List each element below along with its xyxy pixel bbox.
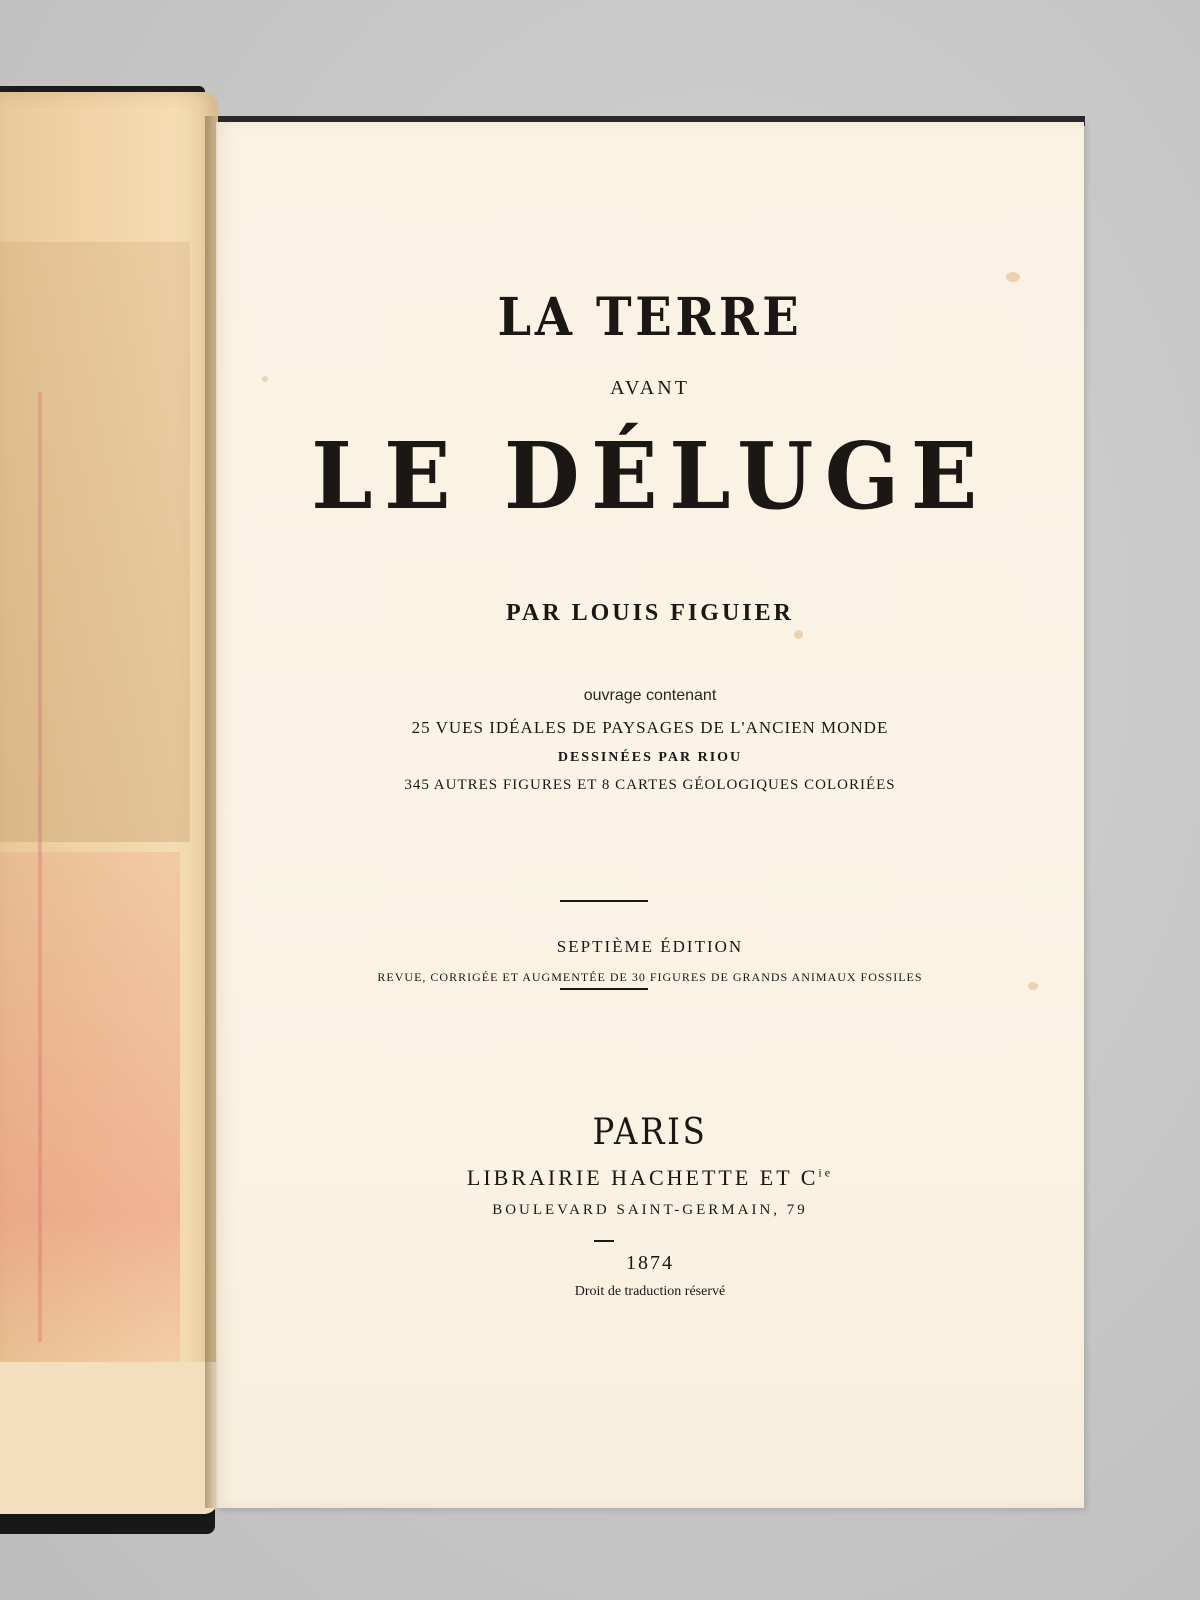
- author-line: PAR LOUIS FIGUIER: [506, 600, 794, 626]
- foxing-spot: [794, 630, 803, 639]
- imprint-year: 1874: [626, 1252, 674, 1274]
- imprint-publisher: [216, 1165, 1084, 1191]
- rule-short: [594, 1240, 614, 1242]
- rights-notice: Droit de traduction réservé: [574, 1284, 726, 1299]
- contents-line-1: 25 VUES IDÉALES DE PAYSAGES DE L'ANCIEN MONDE: [411, 718, 889, 737]
- gutter-shadow: [205, 116, 219, 1508]
- publisher-name: LIBRAIRIE HACHETTE ET C: [466, 1165, 819, 1190]
- imprint-address: BOULEVARD SAINT-GERMAIN, 79: [492, 1202, 808, 1218]
- title-page: [216, 122, 1084, 1508]
- edition-line: SEPTIÈME ÉDITION: [556, 937, 744, 956]
- tissue-show-through-top: [0, 242, 190, 842]
- imprint-city: PARIS: [592, 1112, 708, 1153]
- tissue-show-through-line: [38, 392, 42, 1342]
- title-line-1: LA TERRE: [497, 287, 803, 348]
- rule-bottom: [560, 988, 648, 990]
- tissue-show-through-color: [0, 852, 180, 1372]
- tissue-guard-page: [0, 92, 218, 1514]
- foxing-spot: [1006, 272, 1020, 282]
- tissue-page-foot: [0, 1362, 218, 1514]
- publisher-sup: ie: [818, 1165, 834, 1180]
- title-line-3: LE DÉLUGE: [311, 422, 989, 530]
- rule-top: [560, 900, 648, 902]
- contents-line-3: 345 AUTRES FIGURES ET 8 CARTES GÉOLOGIQUES COLORIÉES: [404, 777, 896, 793]
- contents-intro: ouvrage contenant: [583, 687, 717, 704]
- contents-line-2: DESSINÉES PAR RIOU: [557, 750, 743, 765]
- title-line-2: AVANT: [610, 377, 690, 399]
- edition-note: REVUE, CORRIGÉE ET AUGMENTÉE DE 30 FIGURES DE GRANDS ANIMAUX FOSSILES: [377, 970, 923, 984]
